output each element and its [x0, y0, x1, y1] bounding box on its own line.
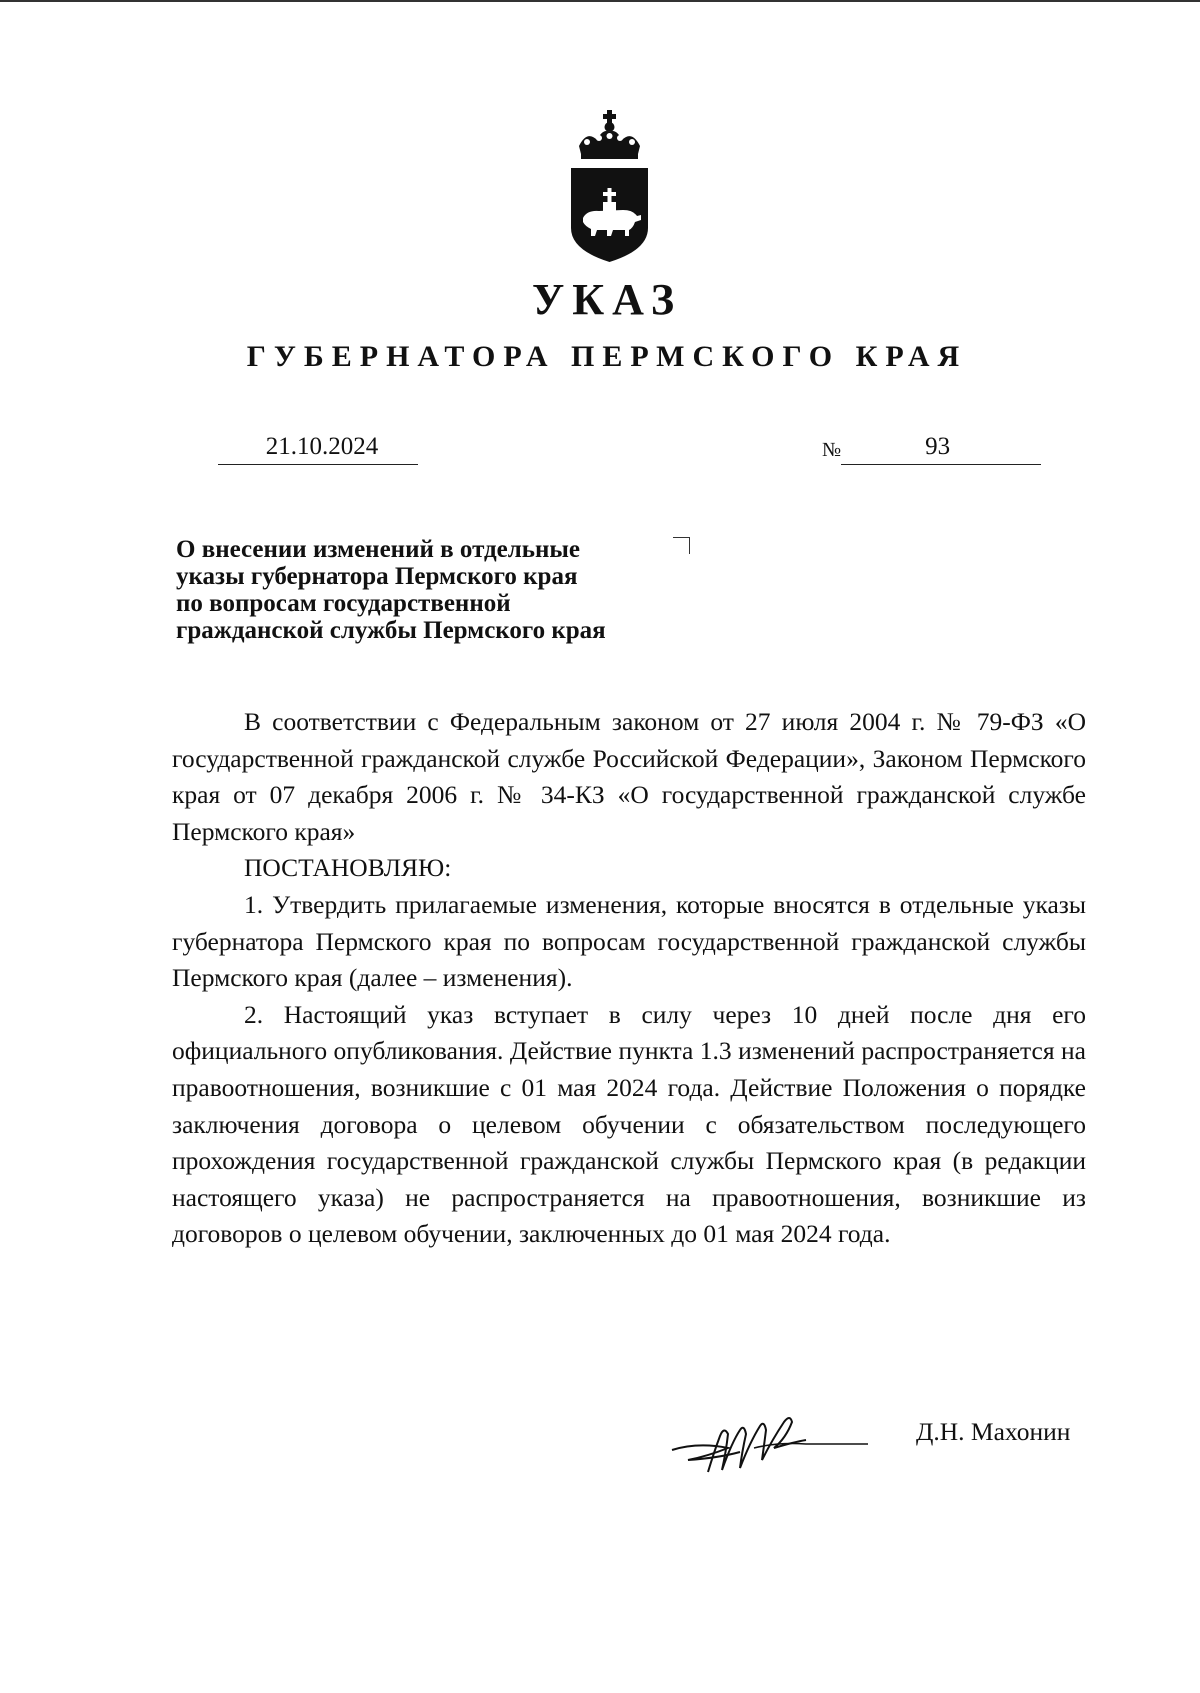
- subject-corner-mark: [673, 537, 690, 554]
- subject-line: по вопросам государственной: [176, 590, 511, 617]
- perm-krai-coat-of-arms-icon: [567, 110, 652, 265]
- subject-line: гражданской службы Пермского края: [176, 617, 606, 644]
- decree-body: [172, 704, 1086, 1253]
- item-2-paragraph: 2. Настоящий указ вступает в силу через 10 дней после дня его официального опубликования. Действие пункта 1.3 изменений распространяется на правоотношения, возникшие с 01 мая 2024 года. Действие Положения о порядке заключения договора о целевом обучении с обязательством последующего прохождения государственной гражданской службы Пермского края (в редакции настоящего указа) не распространяется на правоотношения, возникшие из договоров о целевом обучении, заключенных до 01 мая 2024 года.: [172, 999, 1086, 1249]
- document-issuer: ГУБЕРНАТОРА ПЕРМСКОГО КРАЯ: [246, 340, 968, 373]
- decree-number-field: [822, 430, 1041, 465]
- decree-word: ПОСТАНОВЛЯЮ:: [244, 853, 452, 883]
- signer-name: Д.Н. Махонин: [916, 1417, 1071, 1446]
- decree-date: 21.10.2024: [218, 430, 418, 465]
- number-sign: №: [822, 439, 842, 461]
- handwritten-signature: [668, 1412, 868, 1482]
- decree-subject: [176, 536, 696, 644]
- subject-line: О внесении изменений в отдельные: [176, 536, 581, 563]
- document-title: УКАЗ: [531, 275, 683, 324]
- subject-line: указы губернатора Пермского края: [176, 563, 578, 590]
- decree-number: 93: [841, 430, 1041, 465]
- preamble-paragraph: В соответствии с Федеральным законом от 27 июля 2004 г. № 79-ФЗ «О государственной гражданской службе Российской Федерации», Законом Пермского края от 07 декабря 2006 г. № 34-КЗ «О государственной гражданской службе Пермского края»: [172, 707, 1086, 846]
- item-1-paragraph: 1. Утвердить прилагаемые изменения, которые вносятся в отдельные указы губернатора Пермского края по вопросам государственной гражданской службы Пермского края (далее – изменения).: [172, 889, 1086, 993]
